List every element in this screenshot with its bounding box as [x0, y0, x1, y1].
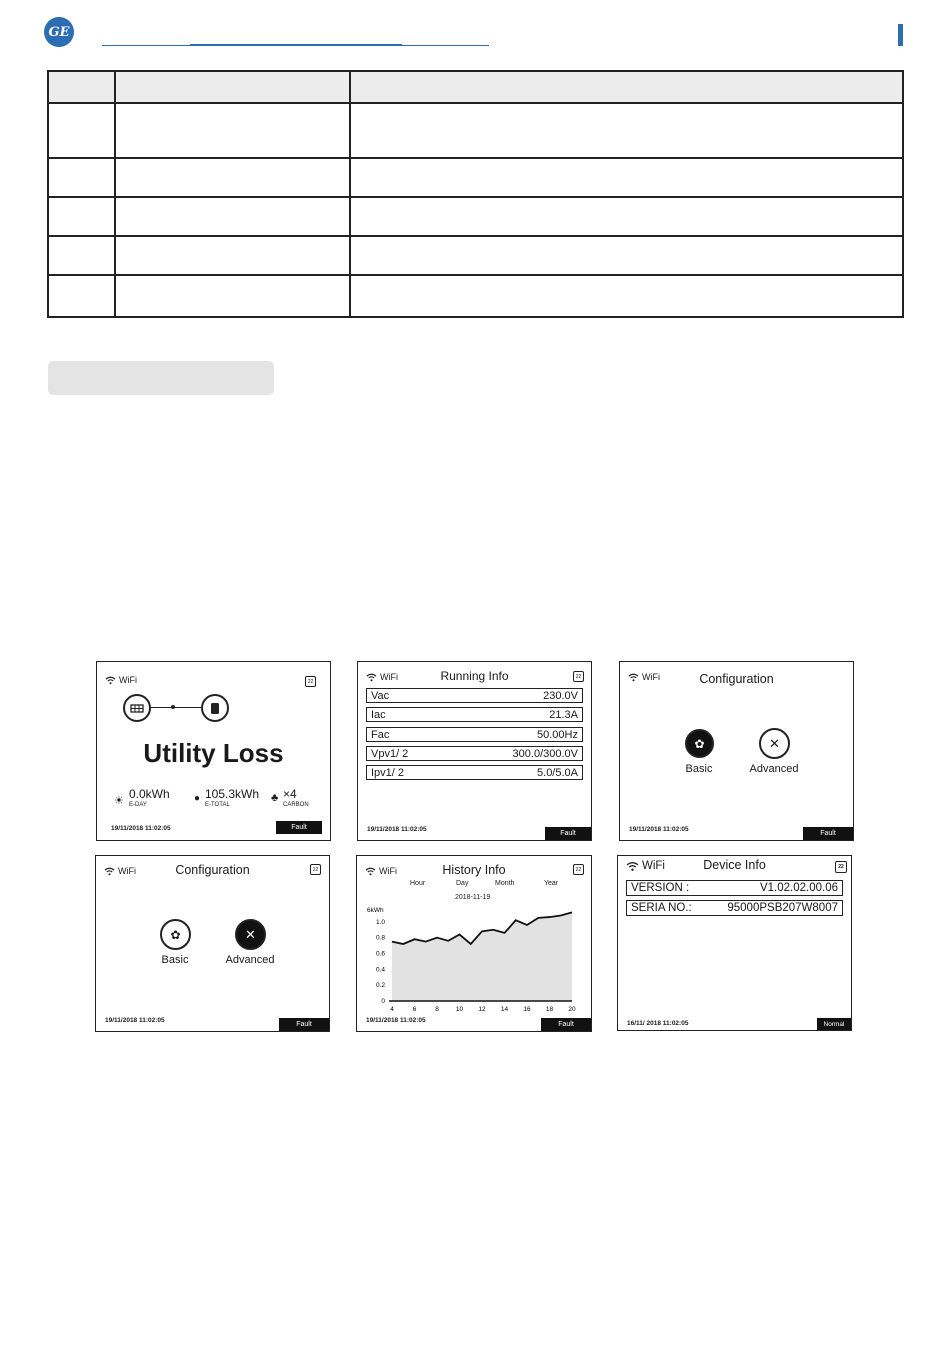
y-tick-label: 0.6: [375, 950, 385, 958]
row-value: 50.00Hz: [537, 728, 578, 741]
table-row: [48, 103, 903, 158]
tab-year[interactable]: Year: [544, 880, 559, 887]
status-badge: Normal: [817, 1018, 851, 1030]
x-tick-label: 6: [412, 1006, 417, 1013]
row-label: VERSION :: [631, 882, 690, 894]
header-rule: [102, 45, 190, 46]
wifi-label: WiFi: [380, 672, 398, 682]
x-tick-label: 4: [390, 1006, 394, 1013]
info-row: [366, 765, 583, 780]
screen-title: Configuration: [175, 863, 250, 877]
datetime: 19/11/2018 11:02:05: [367, 826, 427, 833]
chart-area: [392, 912, 572, 1001]
x-tick-label: 12: [478, 1006, 486, 1013]
row-label: Ipv1/ 2: [371, 766, 405, 779]
y-axis-unit: 6kWh: [367, 907, 384, 914]
x-tick-label: 14: [500, 1006, 509, 1013]
x-tick-label: 8: [435, 1006, 439, 1013]
wifi-label: WiFi: [642, 860, 665, 872]
info-row: [366, 707, 583, 722]
signal-badge-icon: 22: [835, 861, 847, 873]
advanced-label: Advanced: [225, 954, 275, 966]
table-row: [48, 236, 903, 275]
advanced-tools-icon[interactable]: ✕: [235, 919, 266, 950]
etotal-value: 105.3kWh: [205, 787, 260, 801]
wifi-label: WiFi: [119, 675, 137, 685]
basic-gear-icon[interactable]: ✿: [685, 729, 714, 758]
inverter-icon: [201, 694, 229, 722]
sun-icon: ☀: [114, 795, 124, 807]
x-tick-label: 20: [568, 1006, 576, 1013]
y-tick-label: 0.8: [375, 934, 385, 942]
wifi-icon: [105, 676, 116, 685]
carbon-value: ×4: [283, 787, 297, 801]
datetime: 16/11/ 2018 11:02:05: [627, 1020, 689, 1027]
signal-badge-icon: 22: [310, 864, 321, 875]
wifi-label: WiFi: [379, 866, 397, 876]
y-tick-label: 0: [381, 998, 385, 1005]
status-badge: Fault: [545, 827, 591, 840]
signal-badge-icon: 22: [573, 671, 584, 682]
tab-hour[interactable]: Hour: [410, 880, 426, 887]
etotal-label: E-TOTAL: [205, 802, 230, 808]
header-rule: [402, 45, 489, 46]
row-value: 230.0V: [543, 689, 578, 702]
y-tick-label: 0.2: [375, 982, 385, 990]
screen-history-info: [356, 855, 592, 1032]
row-label: SERIA NO.:: [631, 902, 692, 914]
tab-month[interactable]: Month: [495, 880, 515, 887]
carbon-label: CARBON: [283, 802, 309, 808]
table-header-row: [48, 71, 903, 103]
status-badge: Fault: [541, 1018, 591, 1031]
basic-gear-icon[interactable]: ✿: [160, 919, 191, 950]
bulb-icon: ●: [194, 793, 201, 804]
tab-day[interactable]: Day: [456, 880, 469, 887]
info-row: [626, 880, 843, 896]
datetime: 19/11/2018 11:02:05: [105, 1017, 165, 1024]
basic-label: Basic: [685, 763, 713, 775]
flow-dot: [171, 705, 175, 709]
screen-device-info: [617, 855, 852, 1031]
x-tick-label: 16: [523, 1006, 531, 1013]
page-marker: [898, 24, 903, 46]
tree-icon: ♣: [271, 792, 279, 804]
spec-table: [47, 70, 904, 318]
status-badge: Fault: [276, 821, 322, 834]
screen-title: History Info: [442, 863, 506, 877]
screen-running-info: [357, 661, 592, 841]
row-value: 300.0/300.0V: [512, 747, 578, 760]
wifi-label: WiFi: [118, 866, 136, 876]
ge-logo-icon: GE: [44, 17, 74, 47]
advanced-label: Advanced: [749, 763, 799, 775]
wifi-indicator: [105, 675, 137, 685]
info-row: [366, 727, 583, 742]
row-label: Fac: [371, 728, 390, 741]
datetime: 19/11/2018 11:02:05: [629, 826, 689, 833]
x-tick-label: 18: [545, 1006, 554, 1013]
status-badge: Fault: [803, 827, 853, 840]
signal-badge-icon: 22: [305, 676, 316, 687]
eday-label: E-DAY: [129, 802, 147, 808]
signal-badge-icon: 22: [573, 864, 584, 875]
solar-panel-icon: [123, 694, 151, 722]
row-label: Vac: [371, 689, 390, 702]
history-chart: [357, 856, 591, 1031]
screen-utility-loss: [96, 661, 331, 841]
row-value: 5.0/5.0A: [537, 766, 578, 779]
screen-title: Running Info: [440, 669, 509, 683]
wifi-label: WiFi: [642, 672, 660, 682]
info-row: [626, 900, 843, 916]
section-tag: [48, 361, 274, 395]
row-label: Vpv1/ 2: [371, 747, 409, 760]
y-tick-label: 1.0: [375, 918, 385, 926]
screen-configuration-basic: [619, 661, 854, 841]
row-value: 21.3A: [549, 708, 578, 721]
row-label: Iac: [371, 708, 386, 721]
info-row: [366, 688, 583, 703]
info-row: [366, 746, 583, 761]
status-badge: Fault: [279, 1018, 329, 1031]
screen-configuration-advanced: [95, 855, 330, 1032]
advanced-tools-icon[interactable]: ✕: [759, 728, 790, 759]
eday-value: 0.0kWh: [129, 787, 170, 801]
basic-label: Basic: [161, 954, 189, 966]
status-title: Utility Loss: [143, 738, 284, 768]
y-tick-label: 0.4: [375, 966, 385, 974]
table-row: [48, 158, 903, 197]
screen-title: Configuration: [699, 672, 774, 686]
header-rule-thick: [190, 44, 402, 46]
flow-line: [151, 707, 201, 708]
datetime: 19/11/2018 11:02:05: [111, 825, 171, 832]
table-row: [48, 275, 903, 317]
table-row: [48, 197, 903, 236]
screen-title: Device Info: [703, 858, 766, 872]
x-tick-label: 10: [455, 1006, 464, 1013]
selected-date: 2018-11-19: [455, 894, 491, 901]
row-value: 95000PSB207W8007: [727, 902, 838, 914]
datetime: 19/11/2018 11:02:05: [366, 1017, 426, 1024]
row-value: V1.02.02.00.06: [759, 882, 838, 894]
